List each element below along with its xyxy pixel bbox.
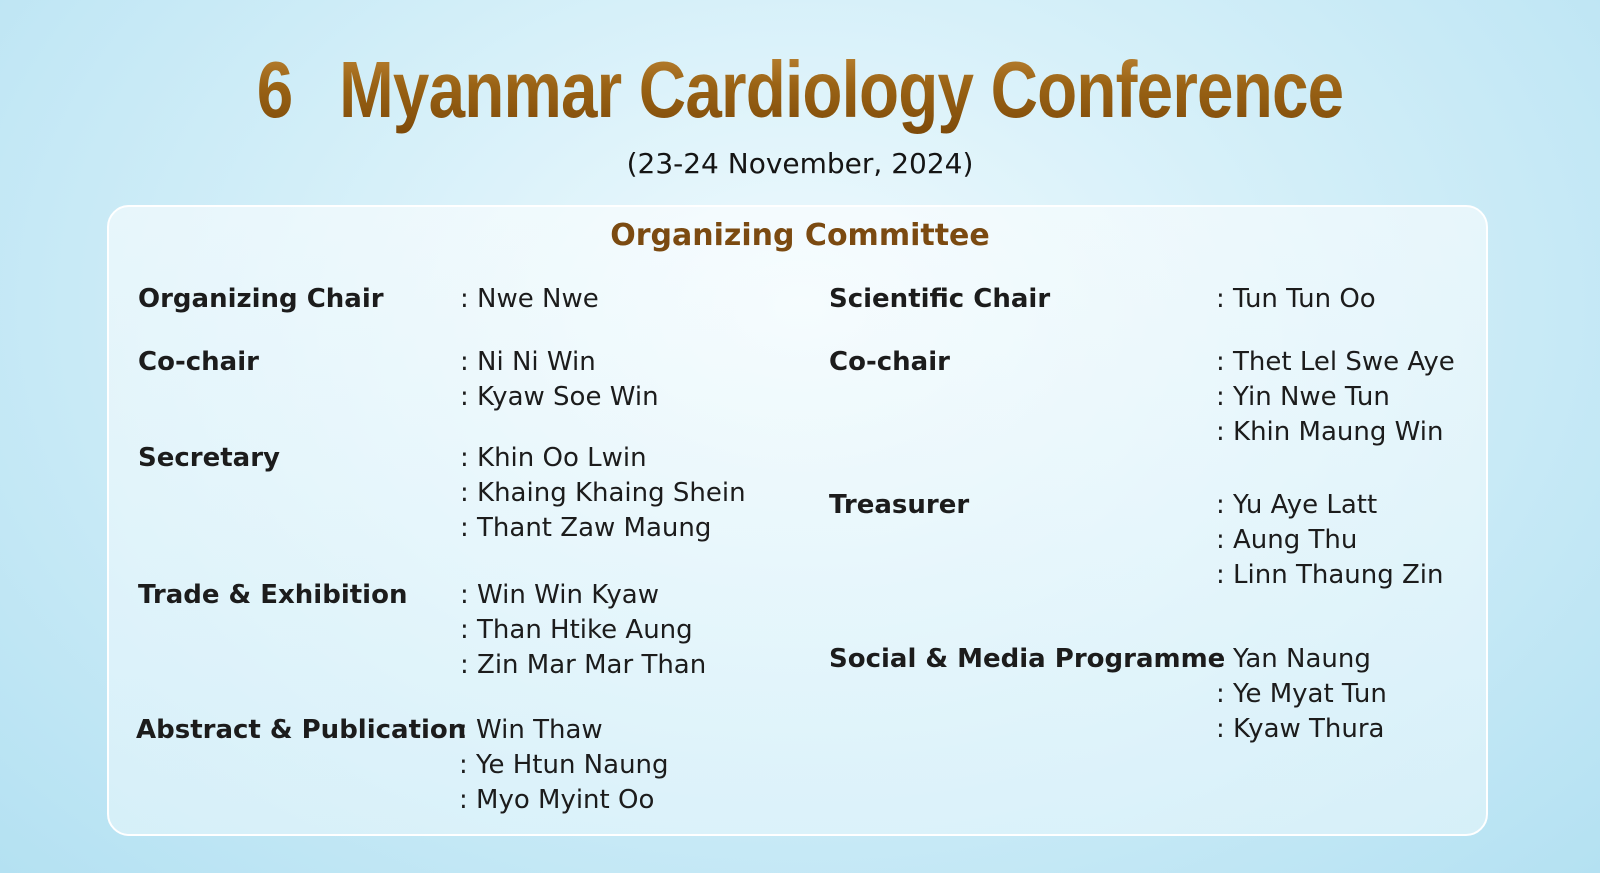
title-number: 6 — [256, 45, 293, 134]
names-abstract-publication — [459, 713, 669, 819]
member-name: : Yu Aye Latt — [1216, 490, 1378, 520]
title-ordinal-suffix: th — [292, 62, 322, 106]
names-co-chair-left — [460, 345, 659, 415]
names-secretary — [460, 441, 746, 547]
role-scientific-chair: Scientific Chair — [829, 284, 1051, 314]
member-name: : Khin Oo Lwin — [460, 443, 647, 473]
member-name: : Than Htike Aung — [460, 615, 693, 646]
names-scientific-chair — [1216, 282, 1376, 317]
member-name: : Ni Ni Win — [460, 347, 596, 377]
member-name: : Linn Thaung Zin — [1216, 560, 1444, 591]
conference-title — [144, 40, 1456, 140]
role-co-chair-right: Co-chair — [829, 347, 950, 377]
member-name: : Khin Maung Win — [1216, 417, 1444, 448]
role-organizing-chair: Organizing Chair — [138, 284, 384, 314]
title-text: Myanmar Cardiology Conference — [321, 45, 1344, 134]
role-trade-exhibition: Trade & Exhibition — [138, 580, 408, 610]
member-name: : Thant Zaw Maung — [460, 513, 712, 544]
role-treasurer: Treasurer — [829, 490, 970, 520]
role-co-chair-left: Co-chair — [138, 347, 259, 377]
names-organizing-chair — [460, 282, 599, 317]
names-treasurer — [1216, 488, 1444, 594]
role-secretary: Secretary — [138, 443, 280, 473]
member-name: : Yan Naung — [1216, 644, 1371, 674]
names-social-media-programme — [1216, 642, 1387, 748]
conference-date: (23-24 November, 2024) — [626, 147, 974, 180]
member-name: : Ye Myat Tun — [1216, 679, 1387, 710]
member-name: : Kyaw Thura — [1216, 714, 1385, 745]
role-social-media-programme: Social & Media Programme — [829, 644, 1226, 674]
member-name: : Win Thaw — [459, 715, 603, 745]
member-name: : Kyaw Soe Win — [460, 382, 659, 413]
committee-heading: Organizing Committee — [610, 218, 990, 253]
names-co-chair-right — [1216, 345, 1455, 451]
member-name: : Khaing Khaing Shein — [460, 478, 746, 509]
member-name: : Nwe Nwe — [460, 284, 599, 314]
member-name: : Zin Mar Mar Than — [460, 650, 707, 681]
member-name: : Ye Htun Naung — [459, 750, 669, 781]
member-name: : Thet Lel Swe Aye — [1216, 347, 1455, 377]
member-name: : Win Win Kyaw — [460, 580, 659, 610]
member-name: : Tun Tun Oo — [1216, 284, 1376, 314]
member-name: : Aung Thu — [1216, 525, 1358, 556]
member-name: : Yin Nwe Tun — [1216, 382, 1390, 413]
member-name: : Myo Myint Oo — [459, 785, 655, 816]
names-trade-exhibition — [460, 578, 706, 684]
role-abstract-publication: Abstract & Publication — [136, 715, 467, 745]
